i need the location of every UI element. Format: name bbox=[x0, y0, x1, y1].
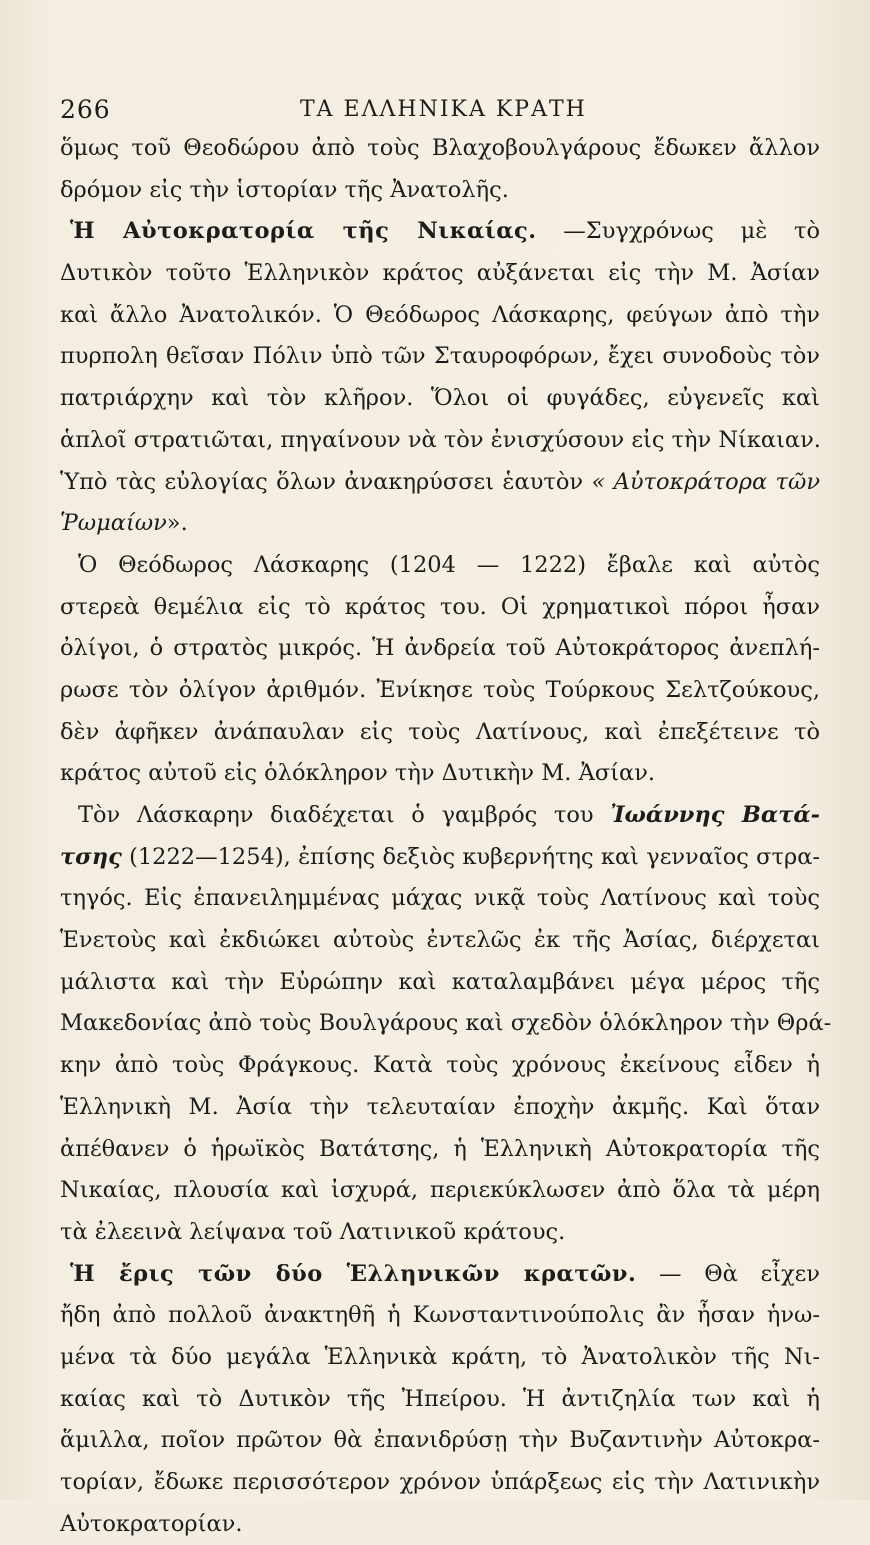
emphasized-name: τσης bbox=[60, 843, 122, 870]
text-line: πατριάρχην καὶ τὸν κλῆρον. Ὅλοι οἱ φυγάδες, εὐγενεῖς καὶ bbox=[60, 385, 820, 412]
text-line: τηγός. Εἰς ἐπανειλημμένας μάχας νικᾷ τοὺς Λατίνους καὶ τοὺς bbox=[60, 885, 820, 912]
section-heading: Ἡ Αὐτοκρατορία τῆς Νικαίας. bbox=[70, 218, 537, 245]
text-line bbox=[60, 795, 820, 837]
text-line: δρόμον εἰς τὴν ἱστορίαν τῆς Ἀνατολῆς. bbox=[60, 176, 509, 203]
text-line: δὲν ἀφῆκεν ἀνάπαυλαν εἰς τοὺς Λατίνους, καὶ ἐπεξέτεινε τὸ bbox=[60, 718, 820, 745]
italic-title: Ῥωμαίων bbox=[60, 510, 167, 537]
text-run: Ὑπὸ τὰς εὐλογίας ὅλων ἀνακηρύσσει ἑαυτὸν bbox=[60, 468, 584, 495]
text-line: ἀπέθανεν ὁ ἡρωϊκὸς Βατάτσης, ἡ Ἑλληνικὴ Αὐτοκρατορία τῆς bbox=[60, 1135, 820, 1162]
text-line: ἅμιλλα, ποῖον πρῶτον θὰ ἐπανιδρύσῃ τὴν Βυζαντινὴν Αὐτοκρα- bbox=[60, 1427, 820, 1454]
text-line: κράτος αὐτοῦ εἰς ὁλόκληρον τὴν Δυτικὴν Μ. Ἀσίαν. bbox=[60, 760, 656, 787]
text-line: Ἑνετοὺς καὶ ἐκδιώκει αὐτοὺς ἐντελῶς ἐκ τῆς Ἀσίας, διέρχεται bbox=[60, 927, 820, 954]
text-line: τὰ ἐλεεινὰ λείψανα τοῦ Λατινικοῦ κράτους. bbox=[60, 1218, 566, 1245]
text-run: Τὸν Λάσκαρην διαδέχεται ὁ γαμβρός του bbox=[78, 802, 594, 828]
section-heading: Ἡ ἔρις τῶν δύο Ἑλληνικῶν κρατῶν. bbox=[70, 1260, 637, 1287]
text-line bbox=[60, 462, 820, 504]
text-run: (1222—1254), ἐπίσης δεξιὸς κυβερνήτης καὶ γενναῖος στρα- bbox=[121, 843, 820, 870]
text-run: —Συγχρόνως μὲ τὸ bbox=[536, 218, 821, 245]
text-line: καὶ ἄλλο Ἀνατολικόν. Ὁ Θεόδωρος Λάσκαρης, φεύγων ἀπὸ τὴν bbox=[60, 301, 820, 328]
text-line: ὀλίγοι, ὁ στρατὸς μικρός. Ἡ ἀνδρεία τοῦ Αὐτοκράτορος ἀνεπλή- bbox=[60, 635, 820, 662]
text-line: Νικαίας, πλουσία καὶ ἰσχυρά, περιεκύκλωσεν ἀπὸ ὅλα τὰ μέρη bbox=[60, 1177, 820, 1204]
text-line: Ὁ Θεόδωρος Λάσκαρης (1204 — 1222) ἔβαλε καὶ αὐτὸς bbox=[78, 551, 820, 578]
text-line: μένα τὰ δύο μεγάλα Ἑλληνικὰ κράτη, τὸ Ἀνατολικὸν τῆς Νι- bbox=[60, 1343, 820, 1370]
text-line: Μακεδονίας ἀπὸ τοὺς Βουλγάρους καὶ σχεδὸν ὁλόκληρον τὴν Θρά- bbox=[60, 1010, 832, 1037]
text-line: ἤδη ἀπὸ πολλοῦ ἀνακτηθῆ ἡ Κωνσταντινούπολις ἂν ἦσαν ἡνω- bbox=[60, 1302, 820, 1329]
text-line: κην ἀπὸ τοὺς Φράγκους. Κατὰ τοὺς χρόνους ἐκείνους εἶδεν ἡ bbox=[60, 1052, 820, 1079]
text-line: ρωσε τὸν ὀλίγον ἀριθμόν. Ἐνίκησε τοὺς Τούρκους Σελτζούκους, bbox=[60, 676, 820, 703]
text-run: ». bbox=[166, 510, 188, 537]
section-heading-line bbox=[60, 211, 820, 253]
text-line: Δυτικὸν τοῦτο Ἑλληνικὸν κράτος αὐξάνεται εἰς τὴν Μ. Ἀσίαν bbox=[60, 260, 820, 287]
section-heading-line bbox=[60, 1254, 820, 1296]
text-line: ἁπλοῖ στρατιῶται, πηγαίνουν νὰ τὸν ἐνισχύσουν εἰς τὴν Νίκαιαν. bbox=[60, 426, 821, 453]
text-line bbox=[60, 503, 820, 545]
text-line bbox=[60, 837, 820, 879]
text-line: καίας καὶ τὸ Δυτικὸν τῆς Ἠπείρου. Ἡ ἀντιζηλία των καὶ ἡ bbox=[60, 1385, 820, 1412]
running-title: ΤΑ ΕΛΛΗΝΙΚΑ ΚΡΑΤΗ bbox=[300, 97, 587, 122]
body-text bbox=[60, 128, 832, 1545]
text-line: Ἑλληνικὴ Μ. Ἀσία τὴν τελευταίαν ἐποχὴν ἀκμῆς. Καὶ ὅταν bbox=[60, 1093, 820, 1120]
text-line: τορίαν, ἔδωκε περισσότερον χρόνον ὑπάρξεως εἰς τὴν Λατινικὴν bbox=[60, 1469, 820, 1495]
emphasized-name: Ἰωάννης Βατά- bbox=[610, 802, 820, 828]
text-line: μάλιστα καὶ τὴν Εὐρώπην καὶ καταλαμβάνει μέγα μέρος τῆς bbox=[60, 968, 820, 995]
text-line: πυρπολη θεῖσαν Πόλιν ὑπὸ τῶν Σταυροφόρων, ἔχει συνοδοὺς τὸν bbox=[60, 343, 820, 370]
text-line: Αὐτοκρατορίαν. bbox=[60, 1510, 243, 1537]
text-line: ὅμως τοῦ Θεοδώρου ἀπὸ τοὺς Βλαχοβουλγάρους ἔδωκεν ἄλλον bbox=[60, 135, 820, 161]
page-number: 266 bbox=[60, 95, 111, 124]
text-run: — Θὰ εἶχεν bbox=[659, 1260, 820, 1287]
italic-title: « Αὐτοκράτορα τῶν bbox=[591, 468, 821, 495]
text-line: στερεὰ θεμέλια εἰς τὸ κράτος του. Οἱ χρηματικοὶ πόροι ἦσαν bbox=[60, 593, 820, 620]
